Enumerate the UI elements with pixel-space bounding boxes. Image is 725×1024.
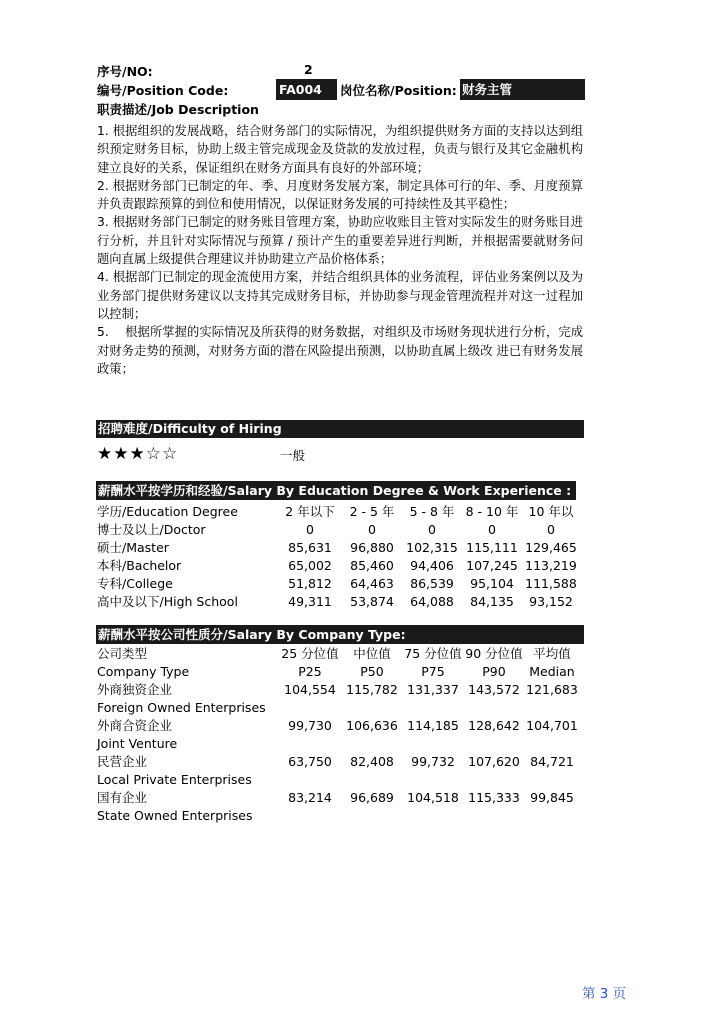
no-value: 2 (304, 62, 313, 77)
header-cell: 公司类型 (97, 646, 148, 661)
table-cell: 104,518 (407, 790, 459, 805)
hiring-difficulty-title: 招聘难度/Difficulty of Hiring (96, 420, 584, 438)
page-number: 第 3 页 (582, 986, 627, 1002)
row-label: 高中及以下/High School (97, 594, 238, 609)
table-row (97, 753, 580, 771)
table-row (97, 593, 580, 611)
position-code-label: 编号/Position Code: (97, 83, 229, 98)
job-description-title: 职责描述/Job Description (97, 102, 259, 117)
table-row (97, 807, 580, 825)
table-cell: 106,636 (346, 718, 398, 733)
table-row (97, 771, 580, 789)
table-cell: 104,554 (284, 682, 336, 697)
table-header-row (97, 645, 580, 663)
table-cell: 128,642 (468, 718, 520, 733)
header-cell: Company Type (97, 664, 190, 679)
table-cell: 85,631 (288, 540, 332, 555)
table-cell: 99,845 (530, 790, 574, 805)
table-cell: 51,812 (288, 576, 332, 591)
header-cell: 10 年以 (528, 504, 574, 519)
header-cell: 25 分位值 (281, 646, 339, 661)
salary-education-table (97, 503, 580, 611)
table-cell: 143,572 (468, 682, 520, 697)
table-cell: 53,874 (350, 594, 394, 609)
position-name-value: 财务主管 (460, 79, 585, 100)
table-cell: 93,152 (529, 594, 573, 609)
table-row (97, 557, 580, 575)
salary-company-title: 薪酬水平按公司性质分/Salary By Company Type: (96, 625, 584, 644)
table-cell: 129,465 (525, 540, 577, 555)
table-cell: 0 (488, 522, 496, 537)
row-label: 外商合资企业 (97, 718, 173, 733)
table-cell: 131,337 (407, 682, 459, 697)
table-row (97, 681, 580, 699)
table-cell: 64,463 (350, 576, 394, 591)
position-code-value: FA004 (276, 79, 337, 100)
table-row (97, 539, 580, 557)
row-label: 专科/College (97, 576, 173, 591)
table-cell: 49,311 (288, 594, 332, 609)
table-row (97, 575, 580, 593)
row-label: 本科/Bachelor (97, 558, 182, 573)
header-cell: P90 (482, 664, 506, 679)
table-cell: 96,880 (350, 540, 394, 555)
row-label-en: Joint Venture (97, 736, 178, 751)
table-cell: 85,460 (350, 558, 394, 573)
duty-item-3: 3. 根据财务部门已制定的财务账目管理方案，协助应收账目主管对实际发生的财务账目进行分析，并且针对实际情况与预算 / 预计产生的重要差异进行判断，并根据需要就财务问题向直属上级提供合理建议并协助建立产品价格体系； (97, 215, 583, 267)
table-cell: 0 (428, 522, 436, 537)
header-cell: 2 年以下 (285, 504, 335, 519)
table-cell: 0 (547, 522, 555, 537)
duty-item-5: 5. 根据所掌握的实际情况及所获得的财务数据，对组织及市场财务现状进行分析，完成对财务走势的预测，对财务方面的潜在风险提出预测，以协助直属上级改 进已有财务发展政策； (97, 325, 583, 376)
table-row (97, 735, 580, 753)
difficulty-level: 一般 (280, 448, 306, 463)
header-cell: 中位值 (353, 646, 391, 661)
row-label: 硕士/Master (97, 540, 169, 555)
no-label: 序号/NO: (97, 64, 153, 79)
header-cell: P25 (298, 664, 322, 679)
table-row (97, 789, 580, 807)
duty-item-1: 1. 根据组织的发展战略，结合财务部门的实际情况，为组织提供财务方面的支持以达到组织预定财务目标，协助上级主管完成现金及贷款的发放过程，负责与银行及其它金融机构建立良好的关系，保证组织在财务方面具有良好的外部环境； (97, 124, 583, 175)
table-cell: 104,701 (526, 718, 578, 733)
header-cell: 平均值 (533, 646, 571, 661)
table-cell: 82,408 (350, 754, 394, 769)
table-cell: 95,104 (470, 576, 514, 591)
duty-item-2: 2. 根据财务部门已制定的年、季、月度财务发展方案，制定具体可行的年、季、月度预算并负责跟踪预算的到位和使用情况，以保证财务发展的可持续性及其平稳性； (97, 178, 583, 212)
position-name-label: 岗位名称/Position: (340, 83, 457, 98)
job-description-list (97, 122, 583, 378)
table-cell: 107,245 (466, 558, 518, 573)
table-cell: 86,539 (410, 576, 454, 591)
header-cell: 5 - 8 年 (409, 504, 455, 519)
row-label-en: State Owned Enterprises (97, 808, 253, 823)
row-label: 民营企业 (97, 754, 148, 769)
row-label: 外商独资企业 (97, 682, 173, 697)
table-cell: 107,620 (468, 754, 520, 769)
table-cell: 99,732 (411, 754, 455, 769)
salary-company-table (97, 645, 580, 825)
table-cell: 96,689 (350, 790, 394, 805)
table-cell: 121,683 (526, 682, 578, 697)
table-header-row (97, 663, 580, 681)
salary-education-title: 薪酬水平按学历和经验/Salary By Education Degree & Work Experience : (96, 481, 576, 500)
duty-item-4: 4. 根据部门已制定的现金流使用方案，并结合组织具体的业务流程，评估业务案例以及为业务部门提供财务建议以支持其完成财务目标，并协助参与现金管理流程并对这一过程加以控制； (97, 270, 583, 321)
header-cell: Median (529, 664, 575, 679)
table-cell: 115,111 (466, 540, 518, 555)
table-cell: 63,750 (288, 754, 332, 769)
header-cell: 75 分位值 (404, 646, 462, 661)
row-label-en: Foreign Owned Enterprises (97, 700, 266, 715)
table-row (97, 717, 580, 735)
header-cell: P75 (421, 664, 445, 679)
header-cell: P50 (360, 664, 384, 679)
header-cell: 90 分位值 (465, 646, 523, 661)
table-cell: 83,214 (288, 790, 332, 805)
header-cell: 2 - 5 年 (349, 504, 395, 519)
header-cell: 8 - 10 年 (465, 504, 519, 519)
table-cell: 115,782 (346, 682, 398, 697)
table-cell: 64,088 (410, 594, 454, 609)
table-cell: 84,135 (470, 594, 514, 609)
table-header-row (97, 503, 580, 521)
table-cell: 65,002 (288, 558, 332, 573)
difficulty-stars: ★★★☆☆ (97, 444, 179, 464)
table-row (97, 521, 580, 539)
table-cell: 99,730 (288, 718, 332, 733)
row-label: 博士及以上/Doctor (97, 522, 206, 537)
row-label-en: Local Private Enterprises (97, 772, 252, 787)
row-label: 国有企业 (97, 790, 148, 805)
table-cell: 115,333 (468, 790, 520, 805)
table-cell: 102,315 (406, 540, 458, 555)
table-row (97, 699, 580, 717)
table-cell: 0 (368, 522, 376, 537)
header-cell: 学历/Education Degree (97, 504, 238, 519)
table-cell: 84,721 (530, 754, 574, 769)
table-cell: 111,588 (525, 576, 577, 591)
table-cell: 94,406 (410, 558, 454, 573)
table-cell: 0 (306, 522, 314, 537)
table-cell: 114,185 (407, 718, 459, 733)
table-cell: 113,219 (525, 558, 577, 573)
